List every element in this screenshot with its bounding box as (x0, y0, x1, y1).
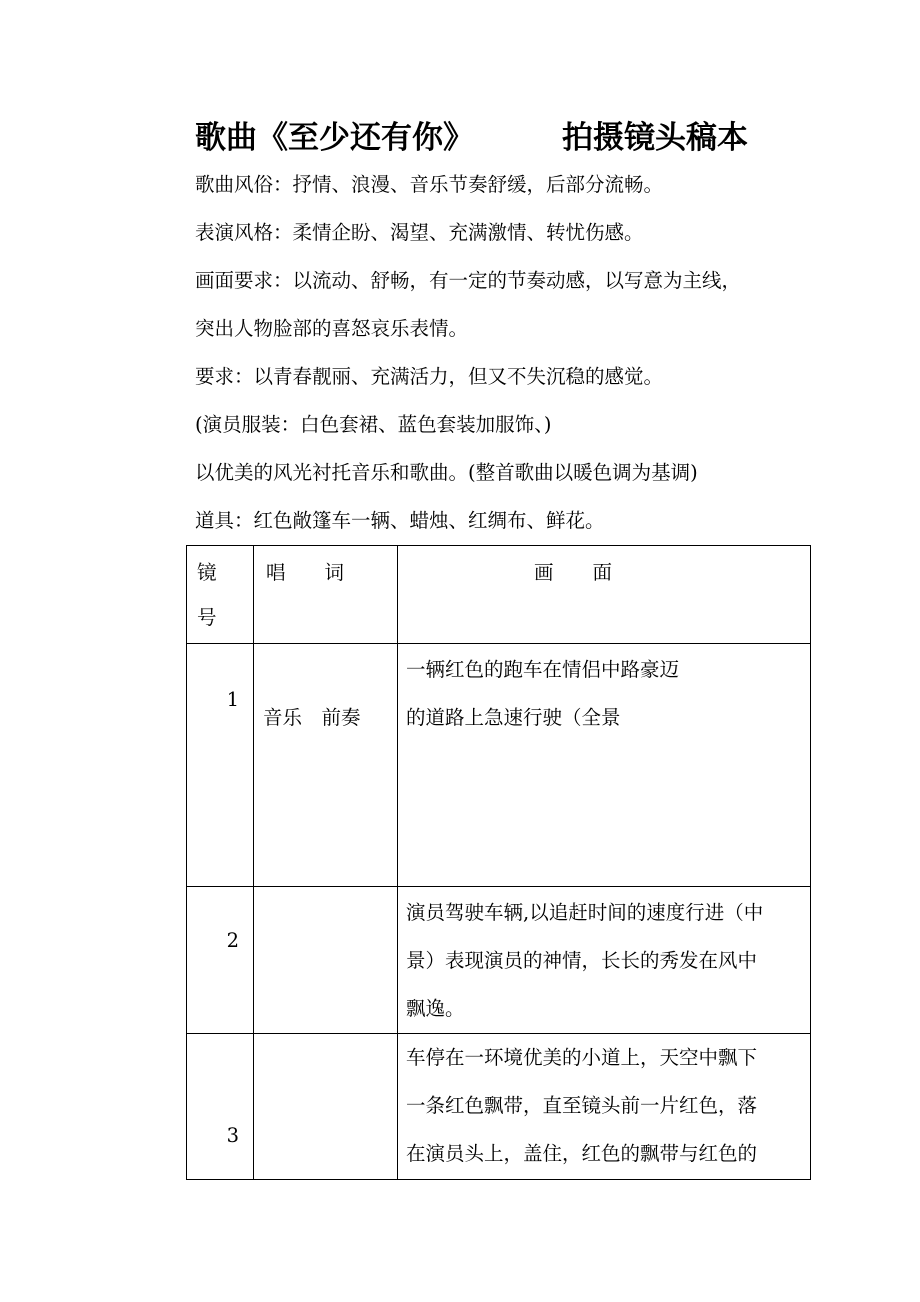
header-shot-no-line1: 镜 (197, 561, 217, 584)
shot-picture (398, 644, 811, 887)
shot-picture (398, 1034, 811, 1180)
picture-line: 景）表现演员的神情，长长的秀发在风中 (406, 949, 758, 972)
paragraph-picture-requirements-cont: 突出人物脸部的喜怒哀乐表情。 (195, 317, 469, 340)
shot-lyrics (254, 1034, 398, 1180)
paragraph-song-style: 歌曲风俗：抒情、浪漫、音乐节奏舒缓，后部分流畅。 (195, 173, 664, 196)
shot-picture (398, 887, 811, 1034)
title-script: 拍摄镜头稿本 (562, 120, 748, 156)
table-row (187, 887, 811, 1034)
paragraph-costume: (演员服装：白色套裙、蓝色套装加服饰、) (195, 413, 552, 436)
paragraph-scenery: 以优美的风光衬托音乐和歌曲。(整首歌曲以暖色调为基调) (195, 461, 698, 484)
header-picture-label: 画 面 (534, 561, 613, 584)
table-header-row (187, 546, 811, 644)
paragraph-props: 道具：红色敞篷车一辆、蜡烛、红绸布、鲜花。 (195, 509, 605, 532)
header-lyrics: 唱 词 (254, 546, 398, 644)
picture-line: 一辆红色的跑车在情侣中路豪迈 (406, 658, 680, 681)
table-row (187, 1034, 811, 1180)
header-shot-no (187, 546, 254, 644)
picture-line: 演员驾驶车辆,以追赶时间的速度行进（中 (406, 901, 764, 924)
paragraph-performance-style: 表演风格：柔情企盼、渴望、充满激情、转忧伤感。 (195, 221, 644, 244)
shot-lyrics: 音乐 前奏 (254, 644, 398, 887)
paragraph-picture-requirements: 画面要求：以流动、舒畅，有一定的节奏动感，以写意为主线， (195, 269, 742, 292)
header-picture (398, 546, 811, 644)
picture-line: 飘逸。 (406, 997, 465, 1020)
document-title (195, 112, 748, 157)
picture-line: 在演员头上，盖住，红色的飘带与红色的 (406, 1142, 758, 1165)
header-shot-no-line2: 号 (197, 606, 217, 629)
shot-number: 1 (187, 644, 254, 887)
shot-number: 2 (187, 887, 254, 1034)
table-row (187, 644, 811, 887)
paragraph-requirements: 要求：以青春靓丽、充满活力，但又不失沉稳的感觉。 (195, 365, 664, 388)
shot-lyrics (254, 887, 398, 1034)
picture-line: 的道路上急速行驶（全景 (406, 706, 621, 729)
picture-line: 车停在一环境优美的小道上，天空中飘下 (406, 1046, 758, 1069)
title-song: 歌曲《至少还有你》 (195, 120, 474, 156)
shot-table (186, 545, 811, 1180)
picture-line: 一条红色飘带，直至镜头前一片红色，落 (406, 1094, 758, 1117)
shot-number: 3 (187, 1034, 254, 1180)
